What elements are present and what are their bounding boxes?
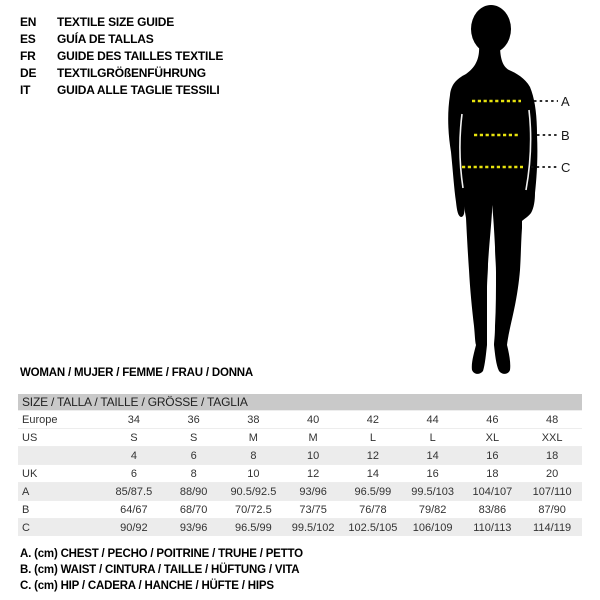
measurement-legend — [20, 546, 303, 594]
language-code: FR — [20, 49, 36, 63]
size-cell: 68/70 — [179, 503, 208, 516]
size-cell: 87/90 — [538, 503, 566, 516]
row-label: Europe — [22, 413, 58, 426]
size-cell: XXL — [541, 431, 563, 444]
table-row — [18, 483, 582, 501]
size-cell: 42 — [366, 413, 379, 426]
size-cell: 38 — [247, 413, 260, 426]
table-row — [18, 501, 582, 519]
row-label: A — [22, 485, 30, 498]
size-cell: M — [248, 431, 258, 444]
language-label: GUIDE DES TAILLES TEXTILE — [57, 49, 224, 63]
size-cell: 44 — [426, 413, 439, 426]
size-cell: 106/109 — [412, 521, 453, 534]
size-cell: 6 — [190, 449, 197, 462]
language-code: DE — [20, 66, 37, 80]
woman-silhouette-figure — [425, 4, 565, 376]
size-cell: 107/110 — [532, 485, 572, 498]
size-cell: 85/87.5 — [115, 485, 153, 498]
legend-item-chest: A. (cm) CHEST / PECHO / POITRINE / TRUHE / PETTO — [20, 548, 303, 560]
language-row-es — [20, 31, 223, 48]
size-cell: 12 — [307, 467, 320, 480]
size-cell: 70/72.5 — [235, 503, 272, 516]
size-cell: 34 — [127, 413, 140, 426]
size-cell: 16 — [486, 449, 499, 462]
size-cell: 8 — [250, 449, 257, 462]
row-label: B — [22, 503, 30, 516]
language-row-it — [20, 82, 223, 99]
size-table — [18, 394, 582, 536]
size-cell: 88/90 — [179, 485, 208, 498]
table-header: SIZE / TALLA / TAILLE / GRÖSSE / TAGLIA — [18, 394, 582, 411]
silhouette-body — [448, 44, 537, 374]
size-cell: 90/92 — [120, 521, 148, 534]
size-cell: 12 — [366, 449, 379, 462]
size-cell: 114/119 — [533, 521, 572, 534]
size-cell: S — [189, 431, 198, 444]
size-cell: 73/75 — [299, 503, 327, 516]
size-cell: L — [429, 431, 436, 444]
language-row-fr — [20, 48, 223, 65]
language-label: TEXTILE SIZE GUIDE — [57, 15, 175, 29]
size-cell: 104/107 — [472, 485, 513, 498]
table-row — [18, 519, 582, 537]
size-table-wrap — [18, 394, 582, 536]
language-code: ES — [20, 32, 36, 46]
size-cell: 40 — [307, 413, 320, 426]
row-label — [18, 447, 104, 465]
row-label: C — [22, 521, 30, 534]
language-code: EN — [20, 15, 37, 29]
language-label: TEXTILGRÖßENFÜHRUNG — [57, 66, 206, 80]
size-cell: 110/113 — [473, 521, 512, 534]
size-cell: 10 — [247, 467, 260, 480]
size-cell: 18 — [486, 467, 499, 480]
size-cell: 18 — [546, 449, 559, 462]
table-row — [18, 465, 582, 483]
size-cell: 64/67 — [120, 503, 148, 516]
table-row — [18, 447, 582, 465]
size-cell: 99.5/102 — [291, 521, 335, 534]
legend-item-waist: B. (cm) WAIST / CINTURA / TAILLE / HÜFTUNG / VITA — [20, 564, 300, 576]
size-cell: 96.5/99 — [235, 521, 272, 534]
language-row-en — [20, 14, 223, 31]
size-cell: 93/96 — [299, 485, 327, 498]
table-header-row — [18, 394, 582, 411]
section-title: WOMAN / MUJER / FEMME / FRAU / DONNA — [20, 367, 254, 379]
size-cell: L — [369, 431, 376, 444]
size-cell: 36 — [187, 413, 200, 426]
size-cell: 14 — [426, 449, 439, 462]
language-label: GUIDA ALLE TAGLIE TESSILI — [57, 83, 220, 97]
size-cell: 6 — [130, 467, 137, 480]
size-cell: 102.5/105 — [348, 521, 398, 534]
measure-label-a: A — [561, 94, 570, 109]
size-cell: 99.5/103 — [411, 485, 455, 498]
legend-item-hip: C. (cm) HIP / CADERA / HANCHE / HÜFTE / HIPS — [20, 580, 274, 592]
size-cell: 48 — [546, 413, 559, 426]
size-cell: 96.5/99 — [354, 485, 392, 498]
size-cell: 93/96 — [179, 521, 208, 534]
size-cell: 4 — [130, 449, 137, 462]
table-row — [18, 411, 582, 429]
size-cell: M — [308, 431, 318, 444]
row-label: UK — [22, 467, 38, 480]
size-cell: S — [130, 431, 138, 444]
table-row — [18, 429, 582, 447]
language-title-block — [20, 14, 223, 99]
size-cell: 10 — [307, 449, 320, 462]
size-cell: 16 — [426, 467, 439, 480]
size-cell: 76/78 — [359, 503, 387, 516]
language-row-de — [20, 65, 223, 82]
size-cell: 90.5/92.5 — [230, 485, 277, 498]
size-cell: 14 — [366, 467, 379, 480]
language-label: GUÍA DE TALLAS — [57, 32, 154, 46]
measure-label-c: C — [561, 160, 571, 175]
size-cell: 83/86 — [478, 503, 507, 516]
row-label: US — [22, 431, 38, 444]
size-cell: 46 — [486, 413, 499, 426]
measure-label-b: B — [561, 128, 570, 143]
size-cell: 8 — [190, 467, 197, 480]
language-code: IT — [20, 83, 31, 97]
size-cell: XL — [485, 431, 500, 444]
size-cell: 79/82 — [418, 503, 447, 516]
size-cell: 20 — [546, 467, 559, 480]
